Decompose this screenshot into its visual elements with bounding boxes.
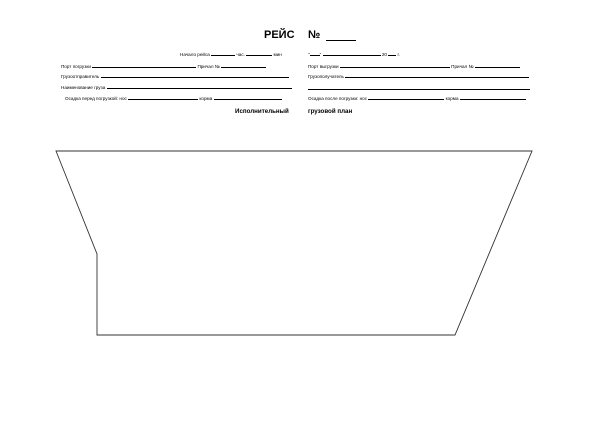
draft-before-stern-label: корма — [199, 96, 213, 101]
plan-heading-right: грузовой план — [308, 108, 353, 115]
draft-after-label: Осадка после погрузки: нос — [308, 96, 368, 101]
date-close-quote: " — [319, 52, 322, 57]
ship-hold-shape — [56, 151, 532, 335]
title-number-sign: № — [308, 29, 321, 41]
minutes-label: мин — [273, 52, 282, 57]
start-label: Начало рейса — [180, 52, 210, 57]
plan-heading-left: Исполнительный — [235, 108, 289, 115]
consignee-label: Грузополучатель — [308, 74, 344, 79]
draft-before-label: Осадка перед погрузкой: нос — [65, 96, 127, 101]
year-prefix: 20 — [381, 52, 387, 57]
title-reis: РЕЙС — [264, 29, 295, 41]
cargo-name-label: Наименование груза — [61, 85, 106, 90]
port-unloading-label: Порт выгрузки — [308, 64, 339, 69]
draft-after-stern-label: корма — [445, 96, 459, 101]
shipper-label: Грузоотправитель — [61, 74, 100, 79]
berth-unloading-label: Причал № — [451, 64, 474, 69]
port-loading-label: Порт погрузки — [61, 64, 91, 69]
berth-loading-label: Причал № — [197, 64, 220, 69]
hours-label: час. — [236, 52, 245, 57]
year-suffix: г. — [397, 52, 400, 57]
date-open-quote: " — [308, 52, 310, 57]
